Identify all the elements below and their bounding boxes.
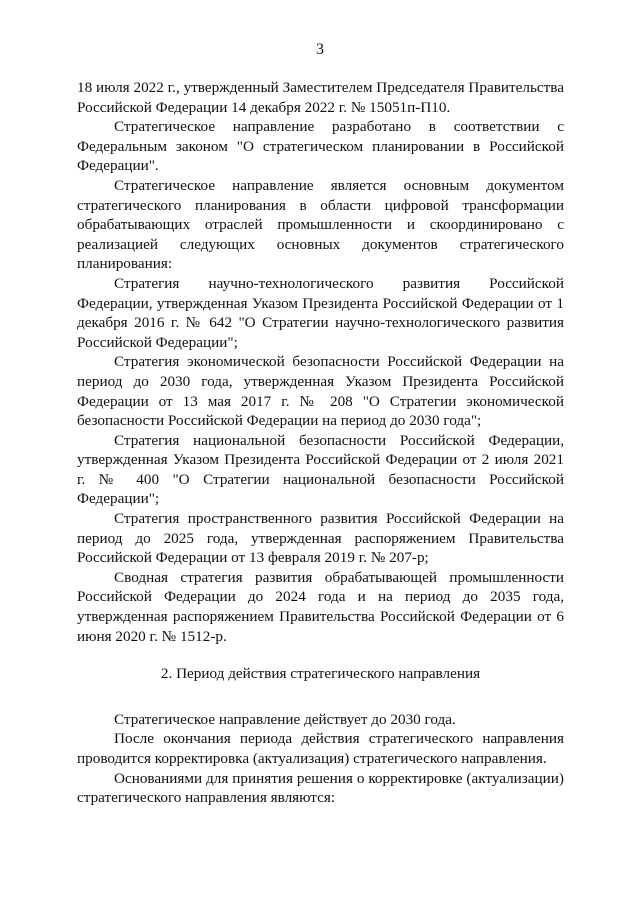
paragraph-development-basis: Стратегическое направление разработано в соответствии с Федеральным законом "О стратегическом планировании в Российской Федерации". — [77, 118, 564, 175]
section-heading: 2. Период действия стратегического направления — [160, 665, 481, 683]
list-item-spatial-development-strategy: Стратегия пространственного развития Российской Федерации на период до 2025 года, утвержденная распоряжением Правительства Российской Федерации от 13 февраля 2019 г. № 207-р; — [77, 510, 564, 567]
paragraph-correction-procedure: После окончания периода действия стратегического направления проводится корректировка (актуализация) стратегического направления. — [77, 730, 564, 767]
paragraph-coordination: Стратегическое направление является основным документом стратегического планирования в области цифровой трансформации обрабатывающих отраслей промышленности и скоординировано с реализацией следующих основных документов стратегического планирования: — [77, 176, 564, 273]
paragraph-validity-period: Стратегическое направление действует до 2030 года. — [114, 710, 456, 728]
page-number: 3 — [316, 41, 324, 58]
list-item-national-security-strategy: Стратегия национальной безопасности Российской Федерации, утвержденная Указом Президента Российской Федерации от 2 июля 2021 г. № 400 "О Стратегии национальной безопасности Российской Федерации"; — [77, 431, 564, 508]
paragraph-continuation: 18 июля 2022 г., утвержденный Заместителем Председателя Правительства Российской Федерации 14 декабря 2022 г. № 15051п-П10. — [77, 79, 564, 116]
list-item-manufacturing-strategy: Сводная стратегия развития обрабатывающей промышленности Российской Федерации до 2024 года и на период до 2035 года, утвержденная распоряжением Правительства Российской Федерации от 6 июня 2020 г. № 1512-р. — [77, 568, 564, 645]
list-item-sci-tech-strategy: Стратегия научно-технологического развития Российской Федерации, утвержденная Указом Президента Российской Федерации от 1 декабря 2016 г. № 642 "О Стратегии научно-технологического развития Российской Федерации"; — [77, 274, 564, 351]
paragraph-correction-grounds: Основаниями для принятия решения о корректировке (актуализации) стратегического направления являются: — [77, 769, 564, 807]
document-body — [77, 78, 564, 808]
list-item-economic-security-strategy: Стратегия экономической безопасности Российской Федерации на период до 2030 года, утвержденная Указом Президента Российской Федерации от 13 мая 2017 г. № 208 "О Стратегии экономической безопасности Российской Федерации на период до 2030 года"; — [77, 353, 564, 430]
